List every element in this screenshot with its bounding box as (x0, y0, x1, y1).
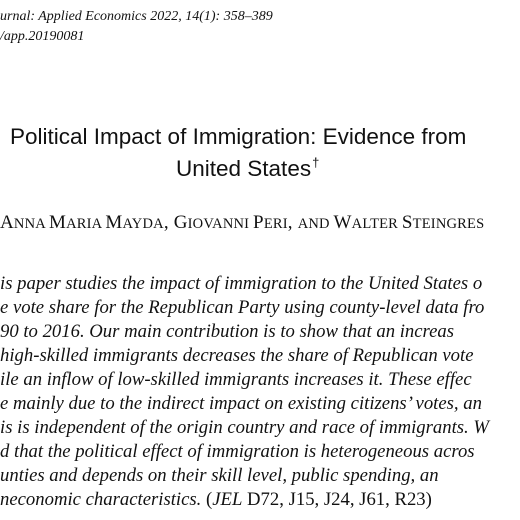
author-list (0, 213, 484, 232)
abstract-line: high-skilled immigrants decreases the share of Republican vote (0, 345, 474, 366)
abstract-line: e mainly due to the indirect impact on existing citizens’ votes, an (0, 393, 482, 414)
journal-citation: urnal: Applied Economics 2022, 14(1): 358–389 (0, 9, 273, 24)
author-anna-maria-mayda: ANNA MARIA MAYDA (0, 212, 164, 233)
abstract-line: is is independent of the origin country and race of immigrants. W (0, 417, 489, 438)
jel-open-paren: ( (206, 489, 213, 510)
title-dagger-mark: † (312, 155, 320, 170)
jel-codes: D72, J15, J24, J61, R23) (242, 489, 432, 510)
author-conjunction: AND (297, 216, 334, 232)
jel-label: JEL (212, 489, 243, 510)
paper-title-line-2 (176, 155, 320, 181)
abstract-line: ile an inflow of low-skilled immigrants increases it. These effec (0, 369, 472, 390)
paper-title-text-1: Political Impact of Immigration: Evidence from (10, 124, 467, 149)
doi-line: /app.20190081 (0, 29, 85, 44)
abstract-line: e vote share for the Republican Party using county-level data fro (0, 297, 485, 318)
paper-title-text-2: United States (176, 156, 312, 181)
abstract-last-line (0, 491, 432, 510)
abstract-last-text: neconomic characteristics. (0, 489, 207, 510)
author-giovanni-peri: GIOVANNI PERI (173, 212, 288, 233)
abstract-line: is paper studies the impact of immigration to the United States o (0, 273, 483, 294)
author-walter-steingress: WALTER STEINGRES (333, 212, 485, 233)
paper-title-line-1 (10, 126, 466, 149)
abstract-line: unties and depends on their skill level, public spending, an (0, 465, 439, 486)
abstract-line: 90 to 2016. Our main contribution is to show that an increas (0, 321, 455, 342)
abstract-line: d that the political effect of immigration is heterogeneous acros (0, 441, 475, 462)
author-separator: , (163, 212, 174, 233)
author-separator: , (287, 212, 298, 233)
